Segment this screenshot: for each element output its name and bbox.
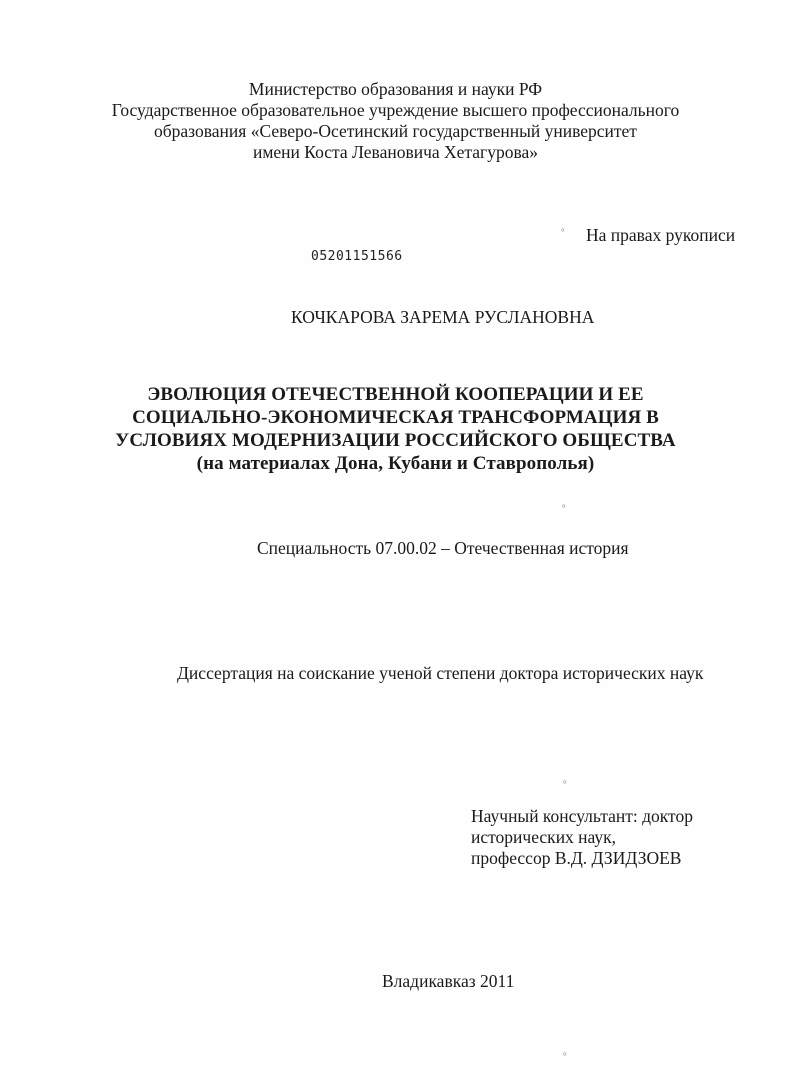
scan-speck: ° [563,779,567,789]
scan-speck: ° [562,503,566,513]
consultant-line-2: исторических наук, [471,827,617,847]
rights-note: На правах рукописи [586,225,736,245]
dissertation-type-line: Диссертация на соискание ученой степени доктора исторических наук [177,663,704,683]
author-name: КОЧКАРОВА ЗАРЕМА РУСЛАНОВНА [291,307,595,327]
ministry-line: Министерство образования и науки РФ [248,79,543,99]
place-year: Владикавказ 2011 [382,971,515,991]
title-line-2: СОЦИАЛЬНО-ЭКОНОМИЧЕСКАЯ ТРАНСФОРМАЦИЯ В [132,407,659,428]
title-line-1: ЭВОЛЮЦИЯ ОТЕЧЕСТВЕННОЙ КООПЕРАЦИИ И ЕЕ [147,384,644,405]
institution-line-1: Государственное образовательное учреждение высшего профессионального [111,100,680,120]
consultant-line-1: Научный консультант: доктор [471,806,693,826]
institution-line-2: образования «Северо-Осетинский государственный университет [154,121,637,141]
title-line-4: (на материалах Дона, Кубани и Ставрополья) [196,453,595,474]
institution-line-3: имени Коста Левановича Хетагурова» [252,142,539,162]
title-line-3: УСЛОВИЯХ МОДЕРНИЗАЦИИ РОССИЙСКОГО ОБЩЕСТВА [115,430,676,451]
registration-number-stamp: 05201151566 [311,249,403,264]
specialty-line: Специальность 07.00.02 – Отечественная история [257,538,629,558]
scan-speck: ° [561,227,565,237]
scan-speck: ° [563,1051,567,1061]
consultant-line-3: профессор В.Д. ДЗИДЗОЕВ [471,848,682,868]
